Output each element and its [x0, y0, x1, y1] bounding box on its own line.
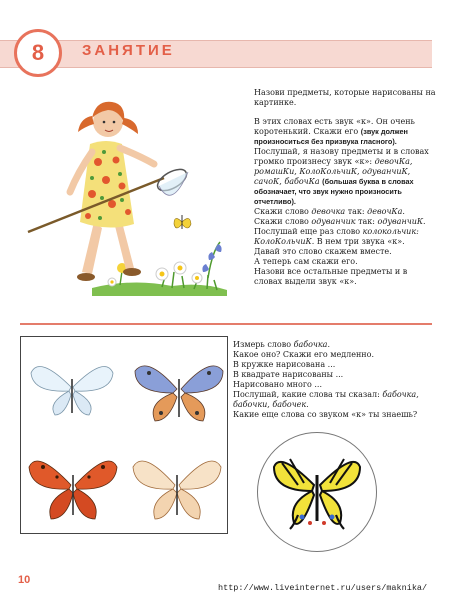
- paragraph: Назови предметы, которые нарисованы на картинке.: [254, 88, 436, 107]
- paragraph: Давай это слово скажем вместе.: [254, 247, 392, 256]
- paragraph: Послушай, я назову предметы и в словах громко произнесу звук «к»: девочКа, ромашКи, КолоКольчиК, одуванчиК, сачоК, бабочКа (большая буква в словах обозначает, что звук нужно произносить отчетливо).: [254, 147, 429, 206]
- section-divider: [20, 323, 432, 325]
- lesson-title: ЗАНЯТИЕ: [82, 42, 175, 59]
- butterfly-circle: [257, 432, 377, 552]
- swallowtail-butterfly-icon: [258, 433, 376, 551]
- page-number: 10: [18, 574, 31, 586]
- source-url: http://www.liveinternet.ru/users/maknika/: [218, 583, 428, 593]
- cream-butterfly-icon: [133, 461, 221, 519]
- line: Какое оно? Скажи его медленно.: [233, 350, 374, 359]
- line: В квадрате нарисованы ...: [233, 370, 344, 379]
- red-butterfly-icon: [29, 461, 117, 519]
- blue-butterfly-icon: [135, 366, 223, 421]
- paragraph: Скажи слово девочка так: девочКа.: [254, 207, 405, 216]
- lesson-number: 8: [31, 40, 45, 65]
- butterfly-net-icon: [154, 165, 190, 195]
- line: Какие еще слова со звуком «к» ты знаешь?: [233, 410, 418, 419]
- line: Нарисовано много ...: [233, 380, 323, 389]
- paragraph: Скажи слово одуванчик так: одуванчиК.: [254, 217, 426, 226]
- bluebell-icon: [202, 242, 221, 278]
- paragraph: В этих словах есть звук «к». Он очень коротенький. Скажи его (звук должен произноситься без призвука гласного).: [254, 117, 415, 146]
- header-band: [0, 40, 432, 68]
- lesson-number-badge: [14, 29, 62, 77]
- lesson-instructions-top: [254, 88, 436, 287]
- paragraph: Назови все остальные предметы и в словах выдели звук «к».: [254, 267, 408, 286]
- four-butterflies-illustration: [21, 337, 227, 533]
- white-butterfly-icon: [31, 367, 113, 415]
- paragraph: Послушай еще раз слово колокольчик: КолоКольчиК. В нем три звука «к».: [254, 227, 419, 246]
- line: Послушай, какие слова ты сказал: бабочка, бабочки, бабочек.: [233, 390, 419, 409]
- butterflies-panel: [20, 336, 228, 534]
- girl-with-net-illustration: [22, 82, 244, 302]
- small-butterfly-icon: [174, 215, 191, 229]
- line: В кружке нарисована ...: [233, 360, 336, 369]
- paragraph: А теперь сам скажи его.: [254, 257, 358, 266]
- lesson-instructions-bottom: [233, 340, 433, 420]
- line: Измерь слово бабочка.: [233, 340, 330, 349]
